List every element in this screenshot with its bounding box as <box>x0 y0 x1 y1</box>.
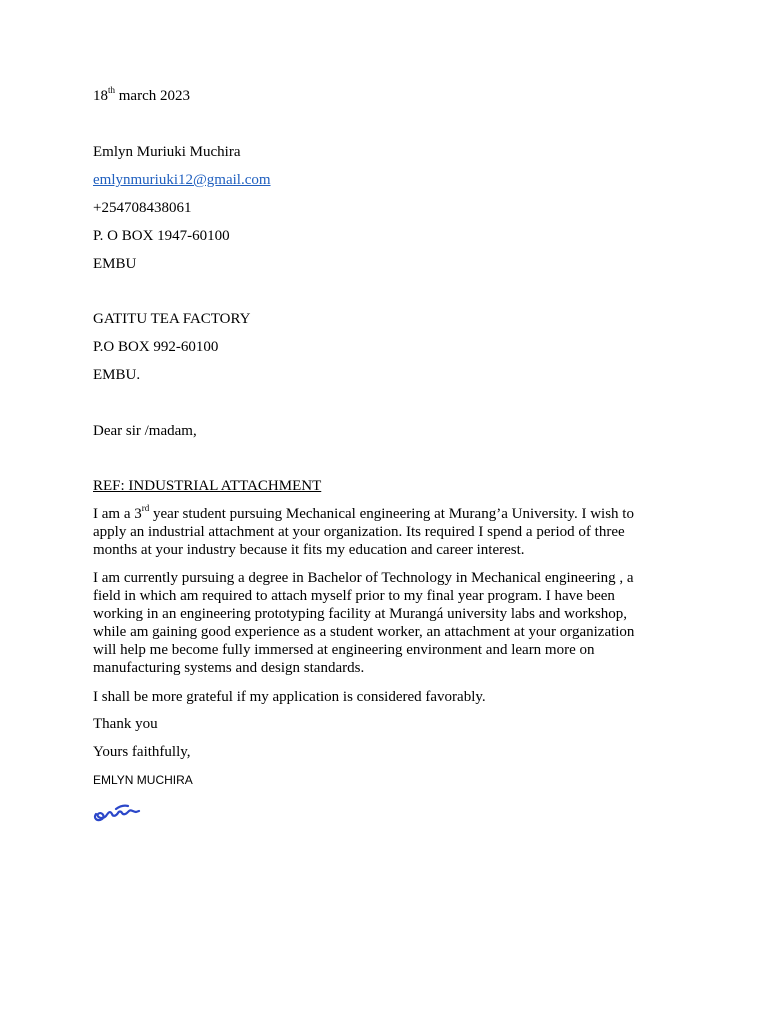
paragraph-background-line: I am currently pursuing a degree in Bachelor of Technology in Mechanical engineering , a <box>93 570 634 586</box>
signatory-name: EMLYN MUCHIRA <box>93 773 193 787</box>
paragraph-intro <box>93 505 668 559</box>
letter-date <box>93 87 190 105</box>
paragraph-background-line: while am gaining good experience as a student worker, an attachment at your organization <box>93 624 635 640</box>
paragraph-intro-line-1: I am a 3rd year student pursuing Mechanical engineering at Murang’a University. I wish to <box>93 503 634 522</box>
closing-line: Yours faithfully, <box>93 744 191 760</box>
sender-town: EMBU <box>93 256 137 272</box>
handwritten-signature <box>92 800 142 824</box>
recipient-box: P.O BOX 992-60100 <box>93 339 219 355</box>
sender-phone: +254708438061 <box>93 200 192 216</box>
recipient-town: EMBU. <box>93 367 141 383</box>
date-day-suffix: th <box>108 85 116 95</box>
sender-name: Emlyn Muriuki Muchira <box>93 144 241 160</box>
paragraph-closing-request: I shall be more grateful if my application is considered favorably. <box>93 689 486 705</box>
sender-email-link[interactable]: emlynmuriuki12@gmail.com <box>93 172 271 188</box>
paragraph-intro-line-3: months at your industry because it fits my education and career interest. <box>93 542 525 558</box>
paragraph-background-line: manufacturing systems and design standards. <box>93 660 365 676</box>
salutation: Dear sir /madam, <box>93 423 197 439</box>
paragraph-background <box>93 569 668 677</box>
paragraph-intro-line-2: apply an industrial attachment at your organization. Its required I spend a period of three <box>93 524 625 540</box>
paragraph-background-line: working in an engineering prototyping facility at Murangá university labs and workshop, <box>93 606 628 622</box>
subject-heading: REF: INDUSTRIAL ATTACHMENT <box>93 478 322 494</box>
thanks-line: Thank you <box>93 716 158 732</box>
paragraph-background-line: field in which am required to attach myself prior to my final year program. I have been <box>93 588 615 604</box>
paragraph-background-line: will help me become fully immersed at engineering environment and learn more on <box>93 642 595 658</box>
date-rest: march 2023 <box>115 88 190 104</box>
recipient-org: GATITU TEA FACTORY <box>93 311 251 327</box>
sender-box: P. O BOX 1947-60100 <box>93 228 230 244</box>
date-day: 18 <box>93 88 108 104</box>
